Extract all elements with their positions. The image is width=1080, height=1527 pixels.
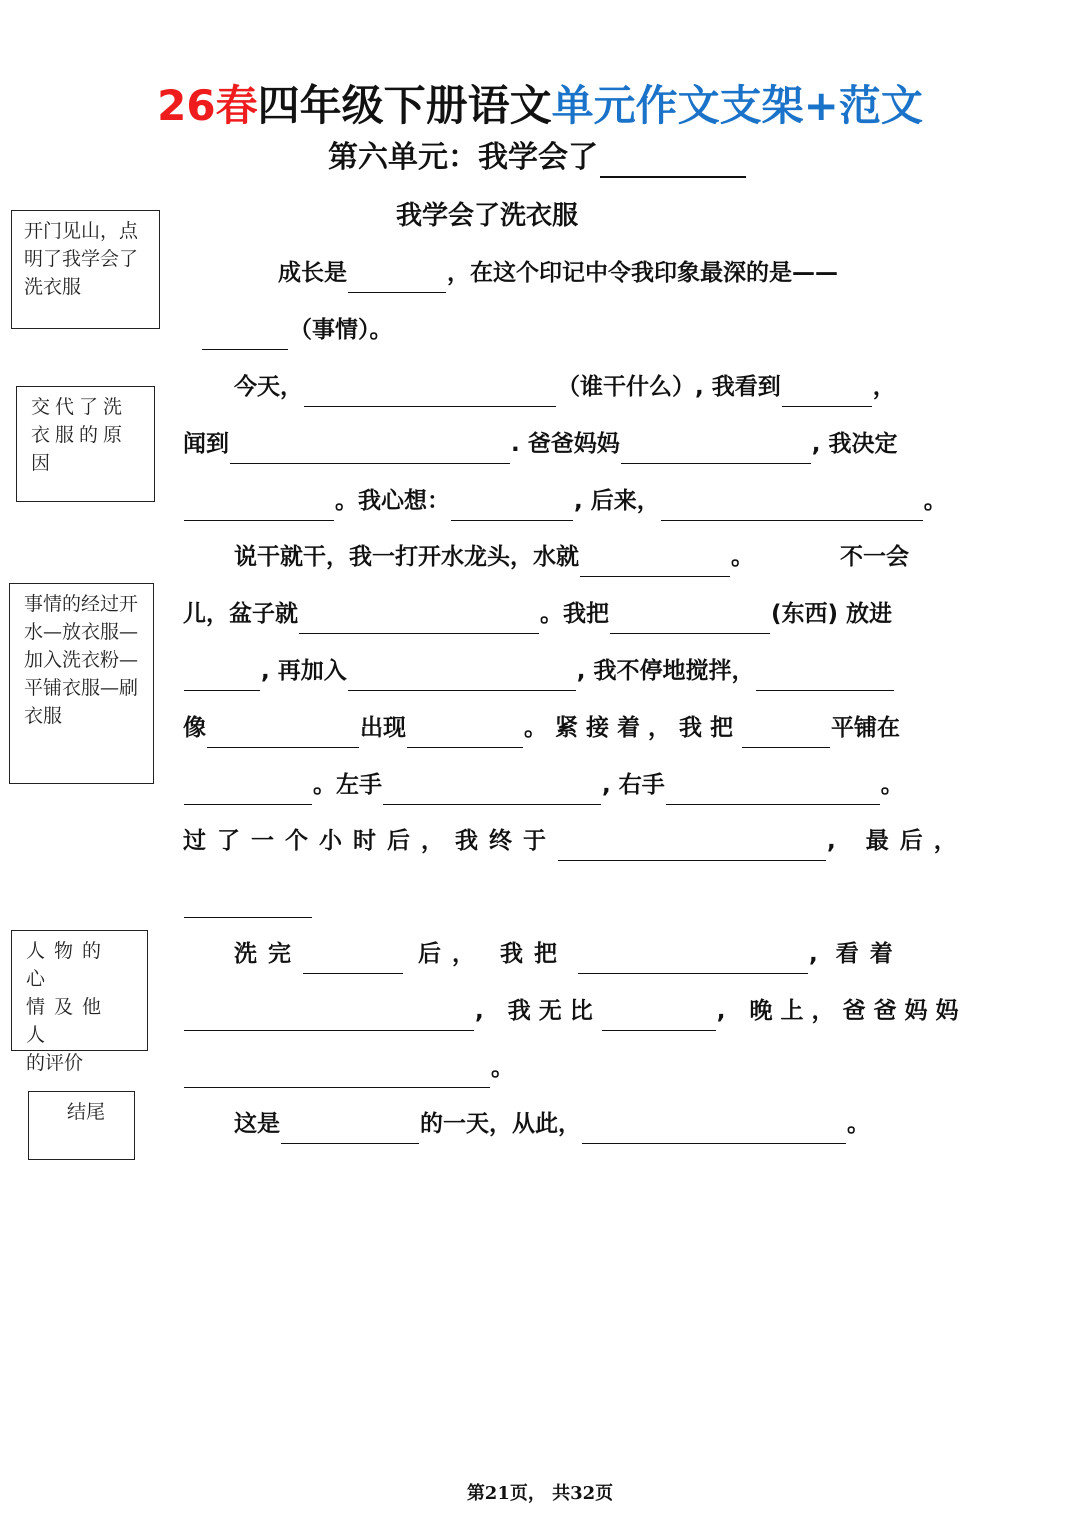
blank[interactable] [582, 1115, 846, 1144]
p5-text-c: 。 [847, 1111, 870, 1137]
p4-text-d: , [809, 941, 818, 967]
p3-line6 [183, 821, 968, 861]
p3-line2 [183, 594, 892, 634]
p3-text-l: 平铺在 [831, 715, 900, 741]
p4-text-e: 看着 [835, 941, 904, 967]
blank[interactable] [348, 264, 446, 293]
blank[interactable] [184, 1002, 474, 1031]
p3-line4 [183, 708, 900, 748]
p3-line3 [183, 651, 895, 691]
blank[interactable] [451, 492, 573, 521]
p2-text-b: （谁干什么） [557, 374, 695, 400]
blank[interactable] [348, 662, 576, 691]
p3-line7 [183, 878, 313, 918]
blank[interactable] [621, 435, 811, 464]
p2-line2 [183, 424, 898, 464]
p2-line3 [183, 481, 947, 521]
blank[interactable] [304, 378, 556, 407]
note-box-ending: 结尾 [28, 1091, 135, 1160]
unit-subtitle-text: 第六单元：我学会了 [328, 140, 598, 175]
p3-text-g: , 再加入 [261, 658, 347, 684]
blank[interactable] [782, 378, 872, 407]
blank[interactable] [184, 889, 312, 918]
p3-text-i: 像 [183, 715, 206, 741]
blank[interactable] [756, 662, 894, 691]
blank[interactable] [666, 776, 880, 805]
p2-text-a: 今天， [234, 374, 303, 400]
note-box-opening: 开门见山，点明了我学会了洗衣服 [11, 210, 160, 329]
blank[interactable] [407, 719, 523, 748]
p4-text-f: , 我无比 [475, 998, 601, 1024]
page-title [0, 78, 1080, 134]
title-red-part: 26春 [157, 81, 258, 130]
note-box-feelings-line2: 情及他人 [26, 996, 111, 1046]
p4-text-a: 洗完 [234, 941, 302, 967]
blank[interactable] [558, 832, 826, 861]
blank[interactable] [230, 435, 510, 464]
p2-text-g: , 我决定 [811, 431, 898, 457]
p2-text-h: 。我心想： [335, 488, 450, 514]
p2-text-f: . 爸爸妈妈 [511, 431, 620, 457]
p3-text-m: 。左手 [313, 772, 382, 798]
p3-text-f: (东西) 放进 [771, 601, 893, 627]
title-black-part: 四年级下册语文 [257, 81, 552, 130]
p3-text-j: 出现 [360, 715, 406, 741]
p1-line2 [201, 310, 393, 350]
p2-text-d: ， [872, 374, 896, 400]
p5-text-a: 这是 [234, 1111, 280, 1137]
blank[interactable] [184, 662, 260, 691]
blank[interactable] [207, 719, 359, 748]
title-blue-part: 单元作文支架+范文 [551, 81, 923, 130]
essay-title: 我学会了洗衣服 [396, 201, 579, 231]
p2-text-c: , 我看到 [695, 374, 781, 400]
p2-text-e: 闻到 [183, 431, 229, 457]
p3-text-b: 。 [731, 544, 754, 570]
p4-line3 [183, 1048, 514, 1088]
blank[interactable] [184, 776, 312, 805]
unit-subtitle [328, 138, 746, 178]
blank[interactable] [661, 492, 923, 521]
p3-line5 [183, 765, 904, 805]
blank[interactable] [580, 548, 730, 577]
p2-line1 [234, 367, 896, 407]
blank[interactable] [184, 1059, 490, 1088]
blank[interactable] [742, 719, 830, 748]
p1-line1 [278, 253, 838, 293]
p2-text-i: , 后来， [574, 488, 660, 514]
p1-text-b: ，在这个印记中令我印象最深的是—— [447, 260, 838, 286]
p3-text-q: , 最后， [827, 828, 968, 854]
p5-line1 [234, 1104, 870, 1144]
blank[interactable] [184, 492, 334, 521]
p1-text-c: （事情）。 [289, 317, 393, 343]
p3-line1-tail: 不一会 [840, 544, 909, 570]
note-box-process: 事情的经过开水—放衣服—加入洗衣粉—平铺衣服—刷衣服 [9, 583, 154, 784]
p3-text-h: , 我不停地搅拌， [576, 658, 755, 684]
p2-text-j: 。 [923, 488, 947, 514]
blank[interactable] [383, 776, 601, 805]
note-box-feelings-line1: 人物的心 [26, 940, 111, 990]
p3-text-d: 儿，盆子就 [183, 601, 298, 627]
subtitle-blank[interactable] [600, 142, 746, 178]
p1-text-a: 成长是 [278, 260, 347, 286]
p3-text-p: 过了一个小时后，我终于 [183, 828, 557, 854]
p3-text-e: 。我把 [540, 601, 609, 627]
p3-text-o: 。 [880, 772, 904, 798]
blank[interactable] [281, 1115, 419, 1144]
blank[interactable] [610, 605, 770, 634]
blank[interactable] [303, 945, 403, 974]
blank[interactable] [602, 1002, 716, 1031]
p3-text-a: 说干就干，我一打开水龙头，水就 [234, 544, 579, 570]
note-box-feelings [11, 930, 148, 1074]
p4-text-b: 后， [418, 941, 486, 967]
blank[interactable] [578, 945, 808, 974]
blank[interactable] [202, 321, 288, 350]
blank[interactable] [299, 605, 539, 634]
note-box-reason: 交代了洗衣服的原因 [16, 386, 155, 502]
p3-text-k: 。紧接着，我把 [524, 715, 741, 741]
page-number: 第21页， 共32页 [466, 1483, 614, 1504]
p3-text-n: , 右手 [602, 772, 665, 798]
p4-text-c: 我把 [500, 941, 568, 967]
note-box-feelings-line3: 的评价 [26, 1052, 84, 1074]
p4-line2 [183, 991, 967, 1031]
p4-text-g: , 晚上，爸爸妈妈 [716, 998, 967, 1024]
p4-line1 [234, 934, 904, 974]
p4-text-h: 。 [491, 1055, 514, 1081]
p5-text-b: 的一天，从此， [420, 1111, 581, 1137]
p3-line1 [234, 537, 754, 577]
